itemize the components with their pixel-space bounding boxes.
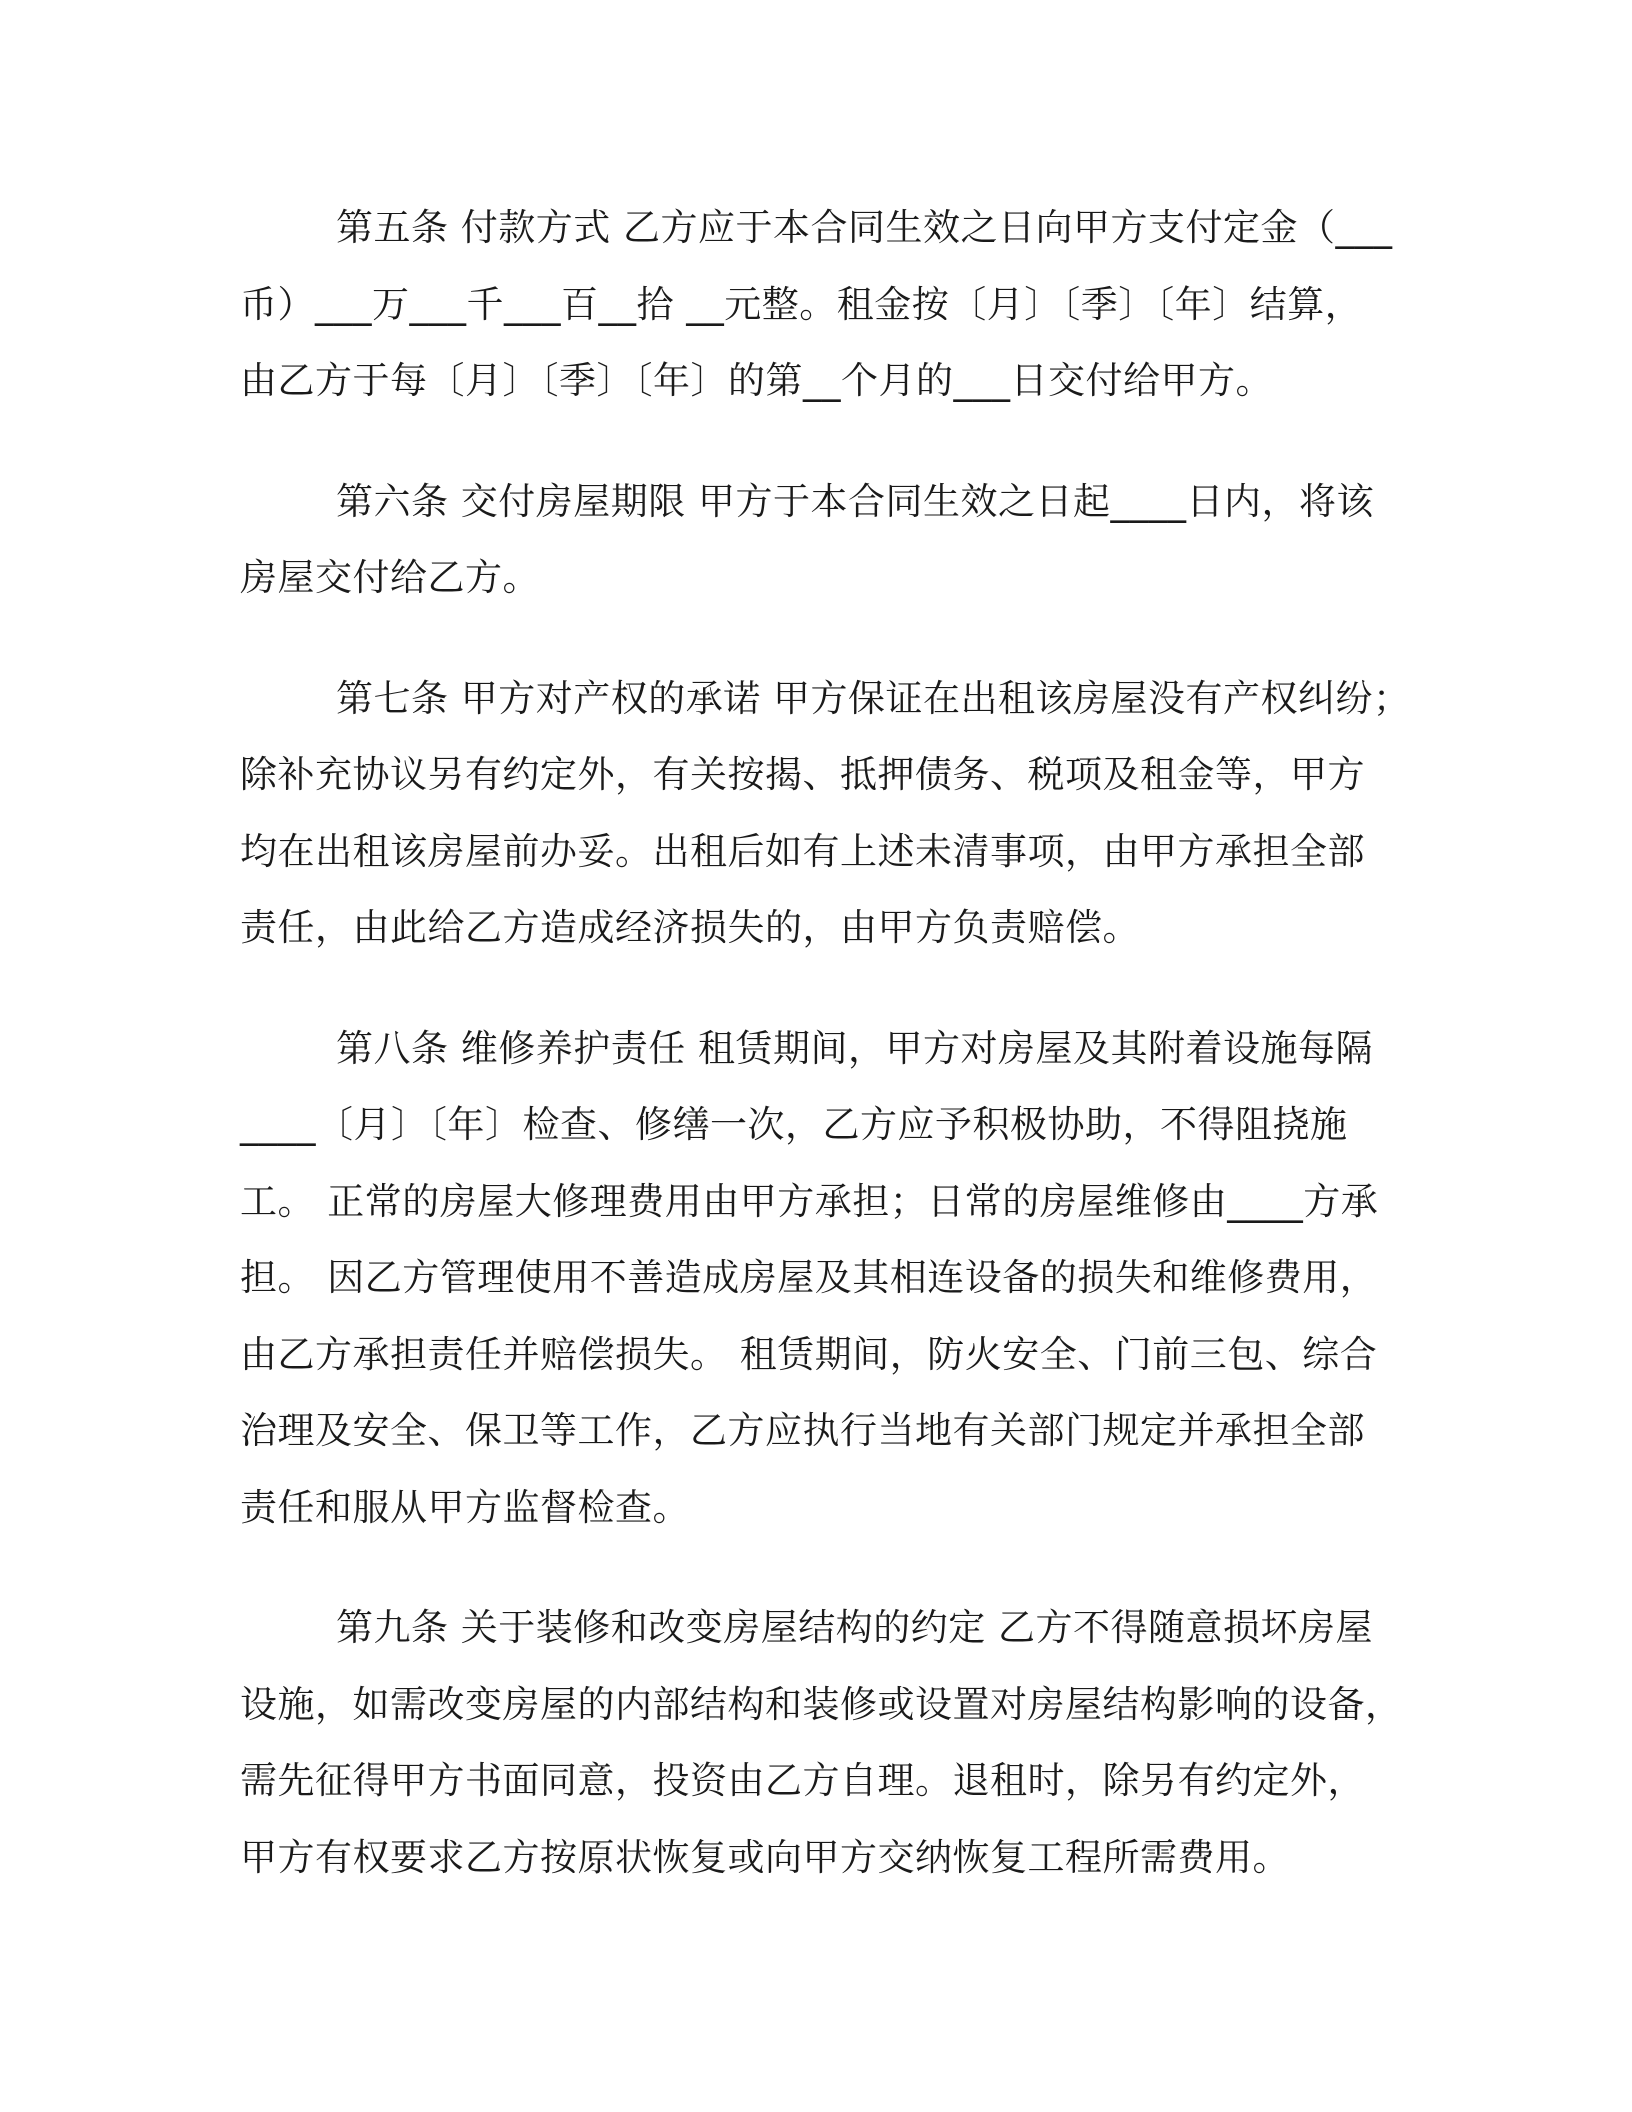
text-line: 担。 因乙方管理使用不善造成房屋及其相连设备的损失和维修费用， [240,1256,1378,1299]
text-line: 第七条 甲方对产权的承诺 甲方保证在出租该房屋没有产权纠纷； [336,676,1411,720]
text-line: 由乙方承担责任并赔偿损失。 租赁期间，防火安全、门前三包、综合 [240,1332,1378,1376]
text-line: 由乙方于每〔月〕〔季〕〔年〕的第__个月的___日交付给甲方。 [240,359,1273,402]
text-line: 治理及安全、保卫等工作，乙方应执行当地有关部门规定并承担全部 [240,1409,1365,1452]
text-line: 第九条 关于装修和改变房屋结构的约定 乙方不得随意损坏房屋 [336,1606,1374,1649]
clause-8-maintenance [240,1011,1400,1547]
text-line: 均在出租该房屋前办妥。出租后如有上述未清事项，由甲方承担全部 [240,829,1365,873]
text-line: 除补充协议另有约定外，有关按揭、抵押债务、税项及租金等，甲方 [240,753,1365,796]
text-line: 币）___万___千___百__拾 __元整。租金按〔月〕〔季〕〔年〕结算， [240,282,1363,326]
text-line: 房屋交付给乙方。 [240,556,540,599]
text-line: 责任，由此给乙方造成经济损失的，由甲方负责赔偿。 [240,906,1140,949]
text-line: 第五条 付款方式 乙方应于本合同生效之日向甲方支付定金（___ [336,206,1393,249]
clause-6-delivery-period [240,464,1400,617]
text-line: 需先征得甲方书面同意，投资由乙方自理。退租时，除另有约定外， [240,1759,1365,1802]
text-line: ____〔月〕〔年〕检查、修缮一次，乙方应予积极协助，不得阻挠施 [240,1103,1348,1146]
text-line: 责任和服从甲方监督检查。 [240,1485,690,1529]
document-page [240,190,1411,1940]
text-line: 第八条 维修养护责任 租赁期间，甲方对房屋及其附着设施每隔 [336,1026,1374,1070]
clause-5-payment-method [240,190,1400,420]
text-line: 工。 正常的房屋大修理费用由甲方承担；日常的房屋维修由____方承 [240,1179,1379,1223]
clause-7-property-rights [240,661,1411,967]
text-line: 甲方有权要求乙方按原状恢复或向甲方交纳恢复工程所需费用。 [240,1835,1290,1879]
text-line: 设施，如需改变房屋的内部结构和装修或设置对房屋结构影响的设备， [240,1682,1403,1726]
text-line: 第六条 交付房屋期限 甲方于本合同生效之日起____日内，将该 [336,479,1375,523]
clause-9-renovation [240,1590,1403,1896]
